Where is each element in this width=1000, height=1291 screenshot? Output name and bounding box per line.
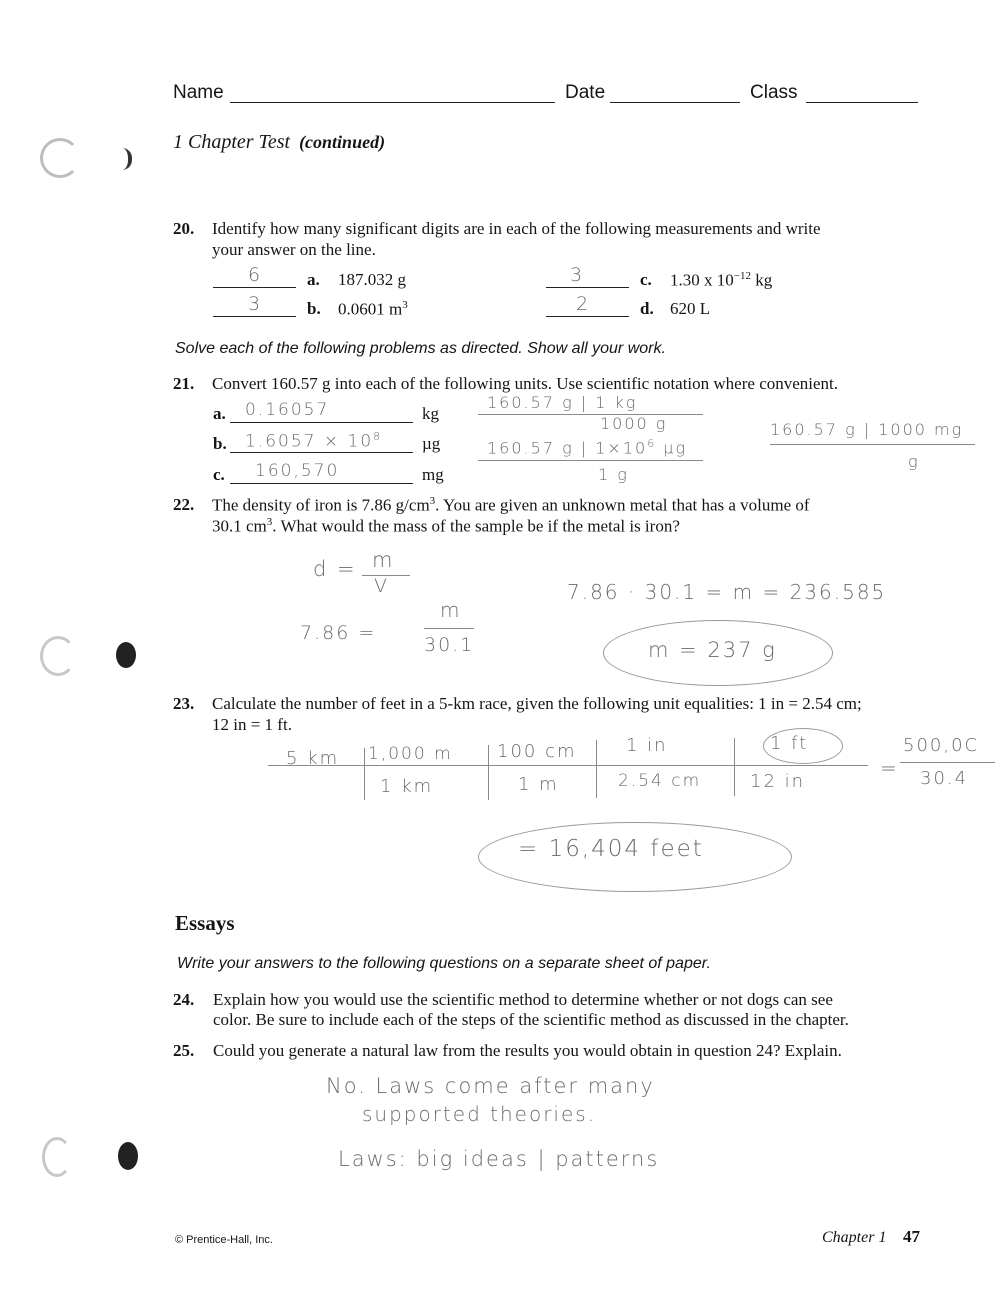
- q23-frac-den: 30.4: [920, 768, 969, 789]
- q23-answer: = 16,404 feet: [518, 836, 704, 862]
- q21-work-kg-rule: [478, 414, 703, 415]
- q23-bottom-4: 12 in: [750, 771, 806, 792]
- q23-bottom-1: 1 km: [380, 776, 434, 797]
- q23-bar-3: [596, 740, 597, 798]
- q23-top-3: 100 cm: [497, 741, 577, 762]
- q21a-answer-blank[interactable]: [230, 422, 413, 423]
- q21b-answer-blank[interactable]: [230, 452, 413, 453]
- q23-top-5: 1 ft: [770, 733, 809, 754]
- class-blank[interactable]: [806, 102, 918, 103]
- binder-hole-bottom-fill: [118, 1142, 138, 1170]
- essays-heading: Essays: [175, 911, 235, 935]
- binder-hole-top-mark: [120, 148, 132, 170]
- q21a-answer: 0.16057: [245, 400, 330, 420]
- q20d-answer-blank[interactable]: [546, 316, 629, 317]
- footer-copyright: © Prentice-Hall, Inc.: [175, 1234, 273, 1246]
- q20d-answer: 2: [576, 293, 591, 315]
- q21b-unit: µg: [422, 434, 441, 453]
- q22-calc: 7.86 · 30.1 = m = 236.585: [567, 580, 887, 604]
- q20c-answer-blank[interactable]: [546, 287, 629, 288]
- q20a-measurement: 187.032 g: [338, 270, 406, 289]
- binder-hole-bottom: [42, 1137, 72, 1177]
- q20a-answer-blank[interactable]: [213, 287, 296, 288]
- instructions-solve: Solve each of the following problems as directed. Show all your work.: [175, 340, 666, 357]
- q23-work-rule: [268, 765, 868, 766]
- q23-top-1: 5 km: [286, 748, 340, 769]
- q22-formula-left: d =: [313, 557, 357, 581]
- q22-text-line2: 30.1 $cm^3$. What would the mass of the sample be if the metal is iron?: [212, 516, 680, 536]
- q21c-answer-blank[interactable]: [230, 483, 413, 484]
- q23-top-4: 1 in: [626, 735, 668, 756]
- q20b-answer: 3: [248, 293, 263, 315]
- q23-bar-4: [734, 738, 735, 796]
- q21c-unit: mg: [422, 465, 444, 484]
- q20c-answer: 3: [570, 264, 585, 286]
- q20d-measurement: 620 L: [670, 299, 711, 318]
- q23-text-line2: 12 in = 1 ft.: [212, 715, 292, 734]
- q20c-letter: c.: [640, 270, 652, 289]
- q24-number: 24.: [173, 990, 195, 1009]
- q23-number: 23.: [173, 694, 195, 713]
- q20-text-line2: your answer on the line.: [212, 240, 376, 259]
- q23-bottom-3: 2.54 cm: [618, 771, 702, 791]
- q23-top-2: 1,000 m: [368, 744, 453, 764]
- q21a-unit: kg: [422, 404, 439, 423]
- q23-text-line1: Calculate the number of feet in a 5-km race, given the following unit equalities: 1 in = 2.54 cm;: [212, 694, 862, 713]
- q22-formula-num: m: [372, 548, 395, 572]
- q23-bottom-2: 1 m: [518, 774, 559, 795]
- q25-answer-line3: Laws: big ideas | patterns: [338, 1147, 660, 1171]
- q21-work-ug-rule: [478, 460, 703, 461]
- date-label: Date: [565, 82, 606, 103]
- q21-work-ug-bottom: 1 g: [598, 465, 629, 484]
- footer-page-number: 47: [903, 1227, 920, 1246]
- q22-answer: m = 237 g: [648, 638, 777, 662]
- section-title: 1 Chapter Test (continued): [173, 131, 386, 153]
- q22-sub-left: 7.86 =: [300, 622, 377, 644]
- q20-number: 20.: [173, 219, 195, 238]
- q21c-answer: 160,570: [255, 461, 340, 481]
- q21-work-mg-top: 160.57 g | 1000 mg: [770, 420, 964, 439]
- q20a-letter: a.: [307, 270, 320, 289]
- q22-sub-rule: [424, 628, 474, 629]
- q23-frac-rule: [900, 762, 995, 763]
- q21b-letter: b.: [213, 434, 227, 453]
- q21a-letter: a.: [213, 404, 226, 423]
- q25-answer-line1: No. Laws come after many: [326, 1074, 655, 1098]
- q22-formula-den: V: [374, 575, 389, 597]
- q23-top-5-circle: [763, 728, 843, 764]
- q24-text-line2: color. Be sure to include each of the steps of the scientific method as discussed in the chapter.: [213, 1010, 849, 1029]
- q21-work-mg-rule: [770, 444, 975, 445]
- q20b-answer-blank[interactable]: [213, 316, 296, 317]
- q25-answer-line2: supported theories.: [362, 1102, 597, 1126]
- essays-instructions: Write your answers to the following questions on a separate sheet of paper.: [177, 955, 711, 972]
- q22-number: 22.: [173, 495, 195, 514]
- q22-sub-num: m: [440, 598, 462, 622]
- q21b-answer: $1.6057 \times 10^8$: [245, 430, 383, 452]
- q21-work-ug-top: 160.57 g | $1\times 10^6$ µg: [487, 437, 688, 458]
- name-blank[interactable]: [230, 102, 555, 103]
- q21-text: Convert 160.57 g into each of the following units. Use scientific notation where convenient.: [212, 374, 839, 393]
- q21c-letter: c.: [213, 465, 225, 484]
- q24-text-line1: Explain how you would use the scientific method to determine whether or not dogs can see: [213, 990, 833, 1009]
- q21-work-kg-top: 160.57 g | 1 kg: [487, 393, 638, 412]
- q21-work-mg-bottom: g: [908, 452, 920, 471]
- q20b-measurement: 0.0601 $m^3$: [338, 299, 408, 319]
- q25-number: 25.: [173, 1041, 195, 1060]
- name-label: Name: [173, 82, 224, 103]
- q20-text-line1: Identify how many significant digits are in each of the following measurements and write: [212, 219, 821, 238]
- q21-work-kg-bottom: 1000 g: [600, 414, 668, 433]
- binder-hole-middle-fill: [116, 642, 136, 668]
- binder-hole-middle: [40, 636, 76, 676]
- q25-text: Could you generate a natural law from the results you would obtain in question 24? Explain.: [213, 1041, 842, 1060]
- q20a-answer: 6: [248, 264, 263, 286]
- q22-sub-den: 30.1: [424, 634, 475, 656]
- q23-frac-num: 500,0C: [903, 735, 980, 756]
- footer-chapter: Chapter 1: [822, 1229, 887, 1246]
- q23-bar-2: [488, 745, 489, 800]
- class-label: Class: [750, 82, 798, 103]
- q20d-letter: d.: [640, 299, 654, 318]
- q22-text-line1: The density of iron is 7.86 $g/cm^3$. You are given an unknown metal that has a volume of: [212, 495, 810, 515]
- binder-hole-top: [40, 138, 80, 178]
- q20c-measurement: 1.30 x $10^{-12}$ kg: [670, 270, 773, 290]
- q21-number: 21.: [173, 374, 195, 393]
- q20b-letter: b.: [307, 299, 321, 318]
- date-blank[interactable]: [610, 102, 740, 103]
- q23-bar-1: [364, 748, 365, 800]
- q23-equals: =: [880, 756, 899, 780]
